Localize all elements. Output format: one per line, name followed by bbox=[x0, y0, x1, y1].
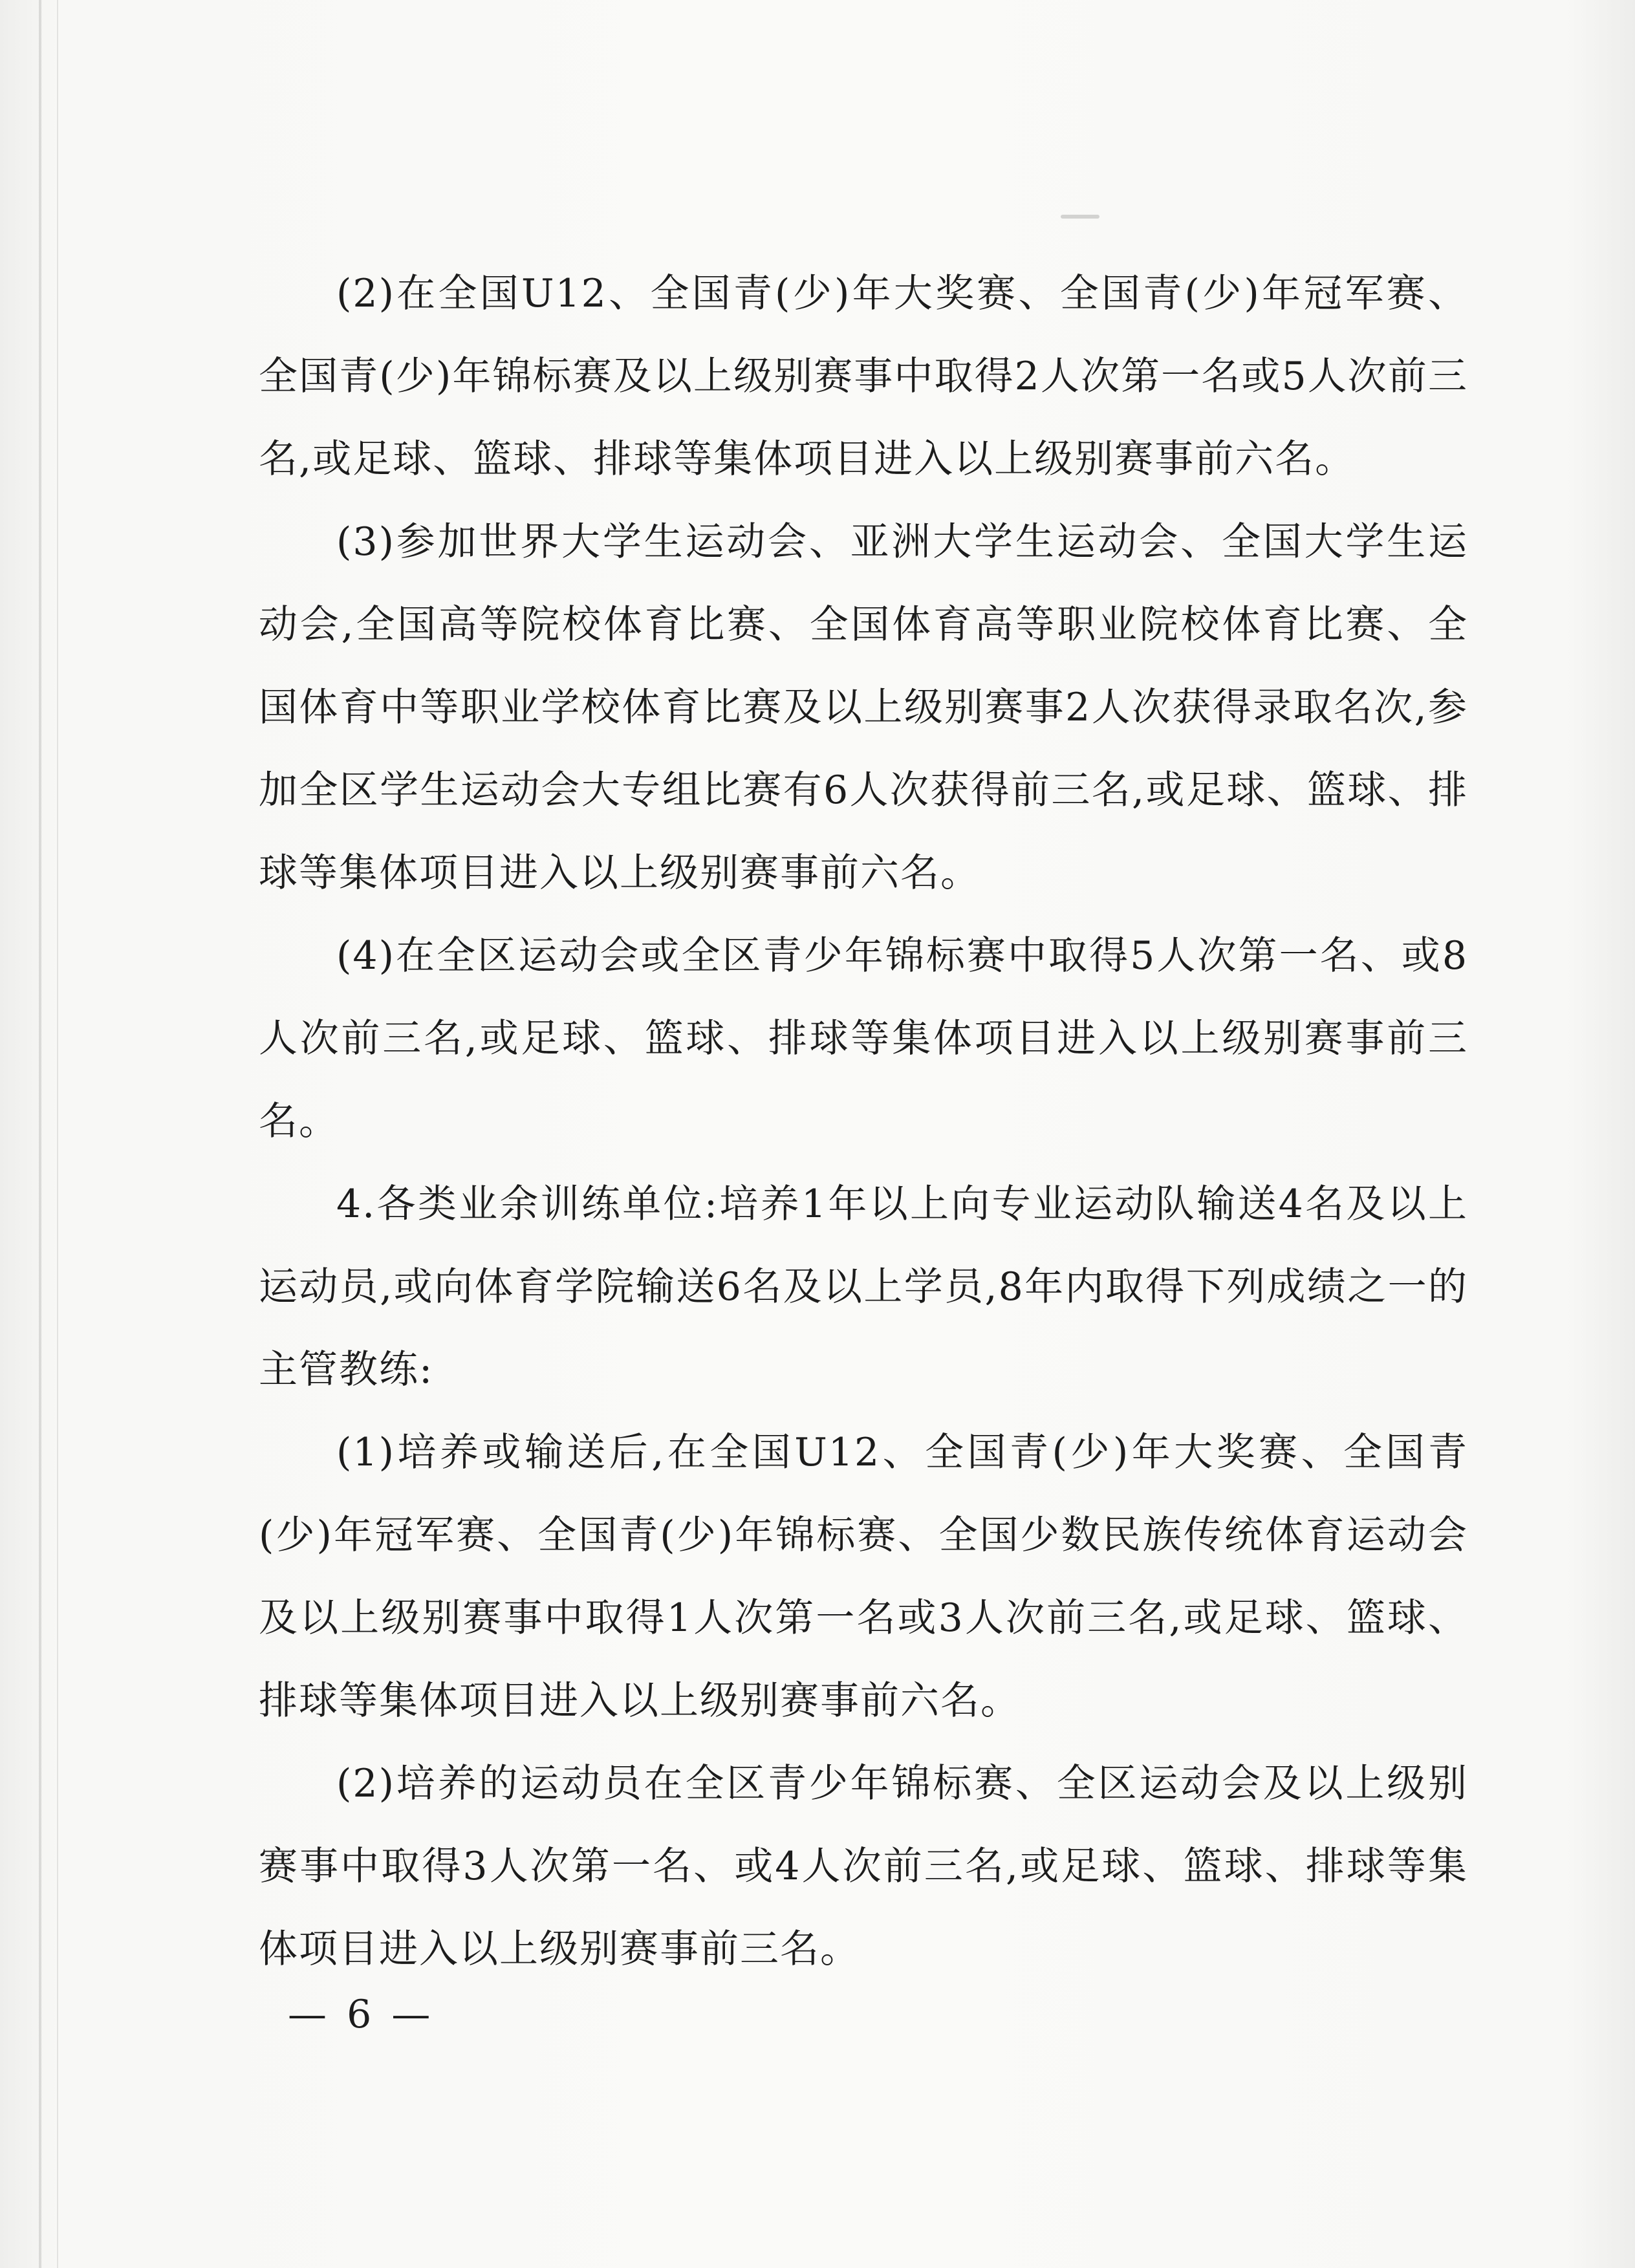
page-number: — 6 — bbox=[288, 1992, 435, 2037]
paragraph-item-2: (2)在全国U12、全国青(少)年大奖赛、全国青(少)年冠军赛、全国青(少)年锦标赛及以上级别赛事中取得2人次第一名或5人次前三名,或足球、篮球、排球等集体项目进入以上级别赛事前六名。 bbox=[259, 271, 1468, 482]
body-text bbox=[259, 252, 1468, 1991]
paper-edge-shadow-inner bbox=[57, 0, 58, 2268]
paper-edge-shadow bbox=[39, 0, 41, 2268]
paragraph-item-3: (3)参加世界大学生运动会、亚洲大学生运动会、全国大学生运动会,全国高等院校体育比赛、全国体育高等职业院校体育比赛、全国体育中等职业学校体育比赛及以上级别赛事2人次获得录取名次,参加全区学生运动会大专组比赛有6人次获得前三名,或足球、篮球、排球等集体项目进入以上级别赛事前六名。 bbox=[259, 519, 1468, 896]
paragraph-section-4: 4.各类业余训练单位:培养1年以上向专业运动队输送4名及以上运动员,或向体育学院输送6名及以上学员,8年内取得下列成绩之一的主管教练: bbox=[259, 1182, 1468, 1392]
paragraph-subitem-2: (2)培养的运动员在全区青少年锦标赛、全区运动会及以上级别赛事中取得3人次第一名、或4人次前三名,或足球、篮球、排球等集体项目进入以上级别赛事前三名。 bbox=[259, 1761, 1468, 1972]
paragraph-subitem-1: (1)培养或输送后,在全国U12、全国青(少)年大奖赛、全国青(少)年冠军赛、全国青(少)年锦标赛、全国少数民族传统体育运动会及以上级别赛事中取得1人次第一名或3人次前三名,或足球、篮球、排球等集体项目进入以上级别赛事前六名。 bbox=[259, 1430, 1468, 1723]
scan-smudge bbox=[1061, 215, 1099, 219]
paragraph-item-4: (4)在全区运动会或全区青少年锦标赛中取得5人次第一名、或8人次前三名,或足球、篮球、排球等集体项目进入以上级别赛事前三名。 bbox=[259, 933, 1468, 1144]
